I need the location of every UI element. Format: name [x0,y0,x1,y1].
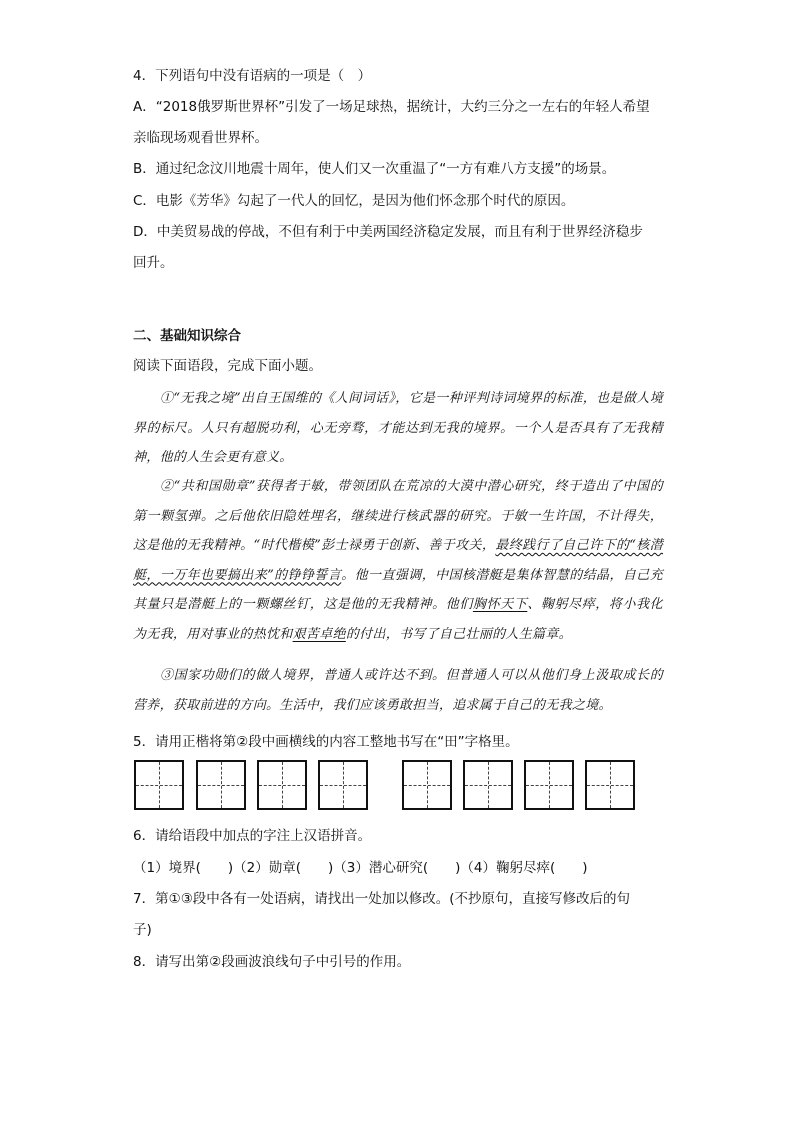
tian-grid-cell[interactable] [134,760,184,810]
p2-text-b: 。他一直强调，中国核潜艇是集体智慧的结晶，自己充其量只是潜艇上的一颗螺丝钉，这是他的无我精神。他们 [133,567,663,612]
q6-stem: 6．请给语段中加点的字注上汉语拼音。 [133,828,372,844]
p2-text-c: 、鞠躬尽瘁，将小我化为无我，用对事业的热忱和 [133,597,663,642]
tian-grid-cell[interactable] [196,760,246,810]
p2-text-a: ②“共和国勋章”获得者于敏，带领团队在荒凉的大漠中潜心研究，终于造出了中国的第一颗氢弹。之后他依旧隐姓埋名，继续进行核武器的研究。于敏一生许国，不计得失，这是他的无我精神。“时代楷模”彭士禄勇于创新、善于攻关， [133,479,663,553]
tian-grid-cell[interactable] [402,760,452,810]
q4-option-b: B．通过纪念汶川地震十周年，使人们又一次重温了“一方有难八方支援”的场景。 [133,161,616,177]
q7-line1: 7．第①③段中各有一处语病，请找出一处加以修改。(不抄原句，直接写修改后的句 [133,891,631,907]
q4-stem: 4．下列语句中没有语病的一项是（ ） [133,68,372,84]
tian-grid-cell[interactable] [318,760,368,810]
p2-text-d: 的付出，书写了自己壮丽的人生篇章。 [345,626,572,642]
p2-underlined-phrase-2: 艰苦卓绝 [292,626,346,642]
q5-stem: 5．请用正楷将第②段中画横线的内容工整地书写在“田”字格里。 [133,734,519,750]
tian-grid-cell[interactable] [463,760,513,810]
tian-grid-cell[interactable] [585,760,635,810]
q4-option-a-line2: 亲临现场观看世界杯。 [133,130,268,146]
q4-option-d-line1: D．中美贸易战的停战，不但有利于中美两国经济稳定发展，而且有利于世界经济稳步 [133,224,643,240]
p2-underlined-phrase-1: 胸怀天下 [472,597,528,612]
section-title: 二、基础知识综合 [133,328,241,344]
section-instruction: 阅读下面语段，完成下面小题。 [133,358,322,374]
q8-stem: 8．请写出第②段画波浪线句子中引号的作用。 [133,954,411,970]
passage-paragraph-2 [133,472,663,649]
p2-wavy-sentence: 最终践行了自己许下的“核潜艇，一万年也要搞出来”的铮铮誓言 [133,538,663,583]
q7-line2: 子) [133,922,152,938]
passage-paragraph-3: ③国家功勋们的做人境界，普通人或许达不到。但普通人可以从他们身上汲取成长的营养，获取前进的方向。生活中，我们应该勇敢担当，追求属于自己的无我之境。 [133,668,663,713]
q4-option-c: C．电影《芳华》勾起了一代人的回忆，是因为他们怀念那个时代的原因。 [133,193,575,209]
tian-grid-cell[interactable] [524,760,574,810]
q4-option-d-line2: 回升。 [133,255,174,271]
q6-items: （1）境界( )（2）勋章( )（3）潜心研究( )（4）鞠躬尽瘁( ) [133,860,588,876]
q4-option-a-line1: A．“2018俄罗斯世界杯”引发了一场足球热，据统计，大约三分之一左右的年轻人希望 [133,99,650,115]
passage-paragraph-1: ①“无我之境”出自王国维的《人间词话》，它是一种评判诗词境界的标准，也是做人境界的标尺。人只有超脱功利，心无旁骛，才能达到无我的境界。一个人是否具有了无我精神，他的人生会更有意义。 [133,391,663,465]
tian-grid-cell[interactable] [257,760,307,810]
